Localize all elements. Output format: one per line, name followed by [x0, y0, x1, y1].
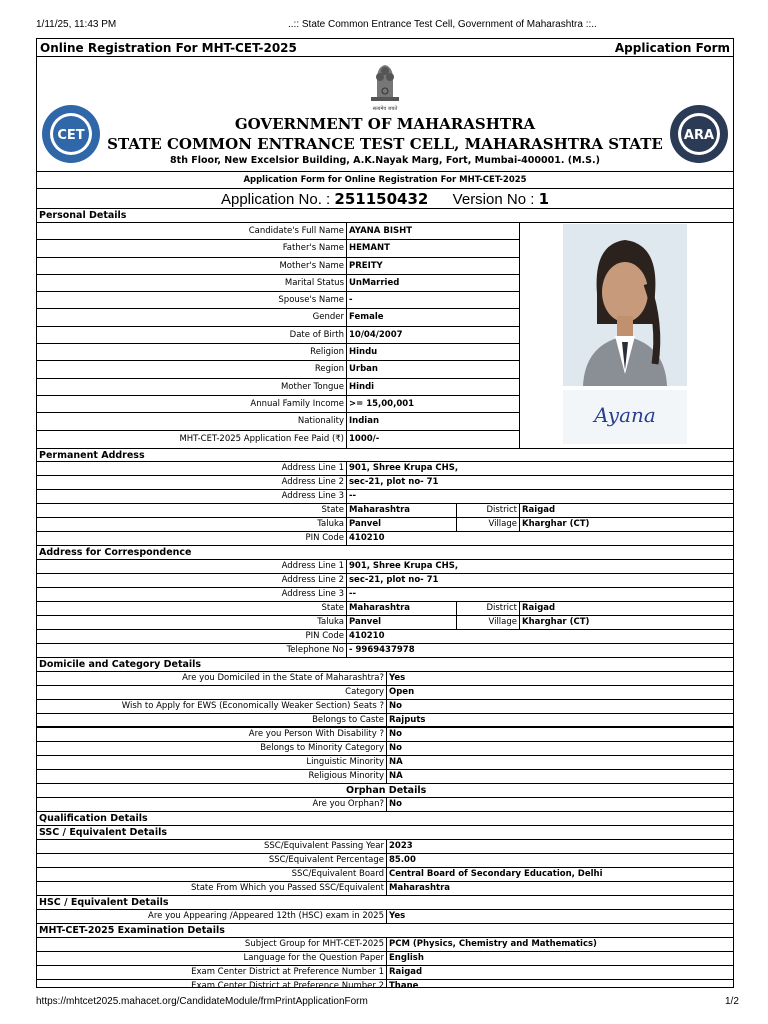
field-value: 1000/- — [347, 431, 520, 448]
personal-row — [37, 223, 520, 240]
correspondence-address-heading: Address for Correspondence — [37, 546, 733, 560]
field-value: Raigad — [522, 602, 556, 613]
emblem-motto: सत्यमेव जयते — [372, 106, 398, 112]
exam-details-heading: MHT-CET-2025 Examination Details — [37, 924, 733, 938]
corr-telephone-row — [37, 644, 733, 658]
online-registration-title: Online Registration For MHT-CET-2025 — [40, 40, 297, 55]
permanent-state-row — [37, 504, 733, 518]
field-label: Address Line 2 — [37, 574, 347, 587]
domicile-row — [37, 756, 733, 770]
field-label: Address Line 1 — [37, 560, 347, 573]
application-number-line — [37, 189, 733, 209]
field-label: SSC/Equivalent Board — [37, 868, 387, 881]
field-label: Are you Appearing /Appeared 12th (HSC) exam in 2025 — [37, 910, 387, 923]
personal-row — [37, 258, 520, 275]
field-value: PCM (Physics, Chemistry and Mathematics) — [389, 938, 597, 949]
print-page-indicator: 1/2 — [725, 996, 739, 1007]
field-label: PIN Code — [37, 630, 347, 643]
field-label: Are you Orphan? — [37, 798, 387, 811]
field-value: 2023 — [389, 840, 413, 851]
field-label: Marital Status — [37, 275, 347, 291]
hsc-row — [37, 910, 733, 924]
ssc-row — [37, 882, 733, 896]
field-value: PREITY — [347, 258, 520, 274]
field-value: - 9969437978 — [349, 644, 415, 655]
field-label: Address Line 2 — [37, 476, 347, 489]
field-label: Annual Family Income — [37, 396, 347, 412]
field-value: English — [389, 952, 424, 963]
personal-row — [37, 431, 520, 448]
field-value: Urban — [347, 361, 520, 377]
personal-row — [37, 275, 520, 292]
field-label: Date of Birth — [37, 327, 347, 343]
field-value: Rajputs — [389, 714, 426, 725]
ara-logo-text: ARA — [683, 128, 715, 143]
corr-state-row — [37, 602, 733, 616]
field-label: Village — [457, 518, 520, 531]
domicile-heading: Domicile and Category Details — [37, 658, 733, 672]
state-emblem-icon — [365, 61, 405, 113]
version-no-label: Version No : — [452, 191, 535, 208]
domicile-row — [37, 700, 733, 714]
field-label: Category — [37, 686, 387, 699]
field-label: SSC/Equivalent Percentage — [37, 854, 387, 867]
field-value: Maharashtra — [389, 882, 451, 893]
field-value: No — [389, 700, 402, 711]
field-label: Are you Domiciled in the State of Maharashtra? — [37, 672, 387, 685]
exam-row — [37, 966, 733, 980]
field-value: AYANA BISHT — [347, 223, 520, 239]
exam-row — [37, 938, 733, 952]
domicile-row — [37, 686, 733, 700]
field-value: No — [389, 742, 402, 753]
field-label: MHT-CET-2025 Application Fee Paid (₹) — [37, 431, 347, 448]
application-form-title: Application Form — [614, 40, 730, 55]
orphan-row — [37, 798, 733, 812]
hsc-heading: HSC / Equivalent Details — [37, 896, 733, 910]
field-value: Kharghar (CT) — [522, 616, 590, 627]
corr-pin-row — [37, 630, 733, 644]
field-value: Yes — [389, 672, 406, 683]
field-label: Exam Center District at Preference Number 1 — [37, 966, 387, 979]
field-value: 85.00 — [389, 854, 416, 865]
signature-text: Ayana — [594, 403, 656, 427]
field-label: Subject Group for MHT-CET-2025 — [37, 938, 387, 951]
field-label: Telephone No — [37, 644, 347, 657]
domicile-row — [37, 742, 733, 756]
permanent-taluka-row — [37, 518, 733, 532]
field-label: Mother's Name — [37, 258, 347, 274]
ssc-row — [37, 854, 733, 868]
field-value: -- — [349, 588, 357, 599]
print-url[interactable]: https://mhtcet2025.mahacet.org/CandidateModule/frmPrintApplicationForm — [36, 996, 368, 1007]
field-value: sec-21, plot no- 71 — [349, 574, 439, 585]
field-value: UnMarried — [347, 275, 520, 291]
print-page-title: ..:: State Common Entrance Test Cell, Government of Maharashtra ::.. — [288, 19, 597, 30]
ssc-heading: SSC / Equivalent Details — [37, 826, 733, 840]
personal-row — [37, 240, 520, 257]
permanent-line1-row — [37, 462, 733, 476]
cet-logo-text: CET — [57, 128, 85, 143]
field-label: Language for the Question Paper — [37, 952, 387, 965]
print-datetime: 1/11/25, 11:43 PM — [36, 19, 117, 30]
field-value: Female — [347, 309, 520, 325]
exam-row — [37, 980, 733, 988]
application-no-value: 251150432 — [334, 190, 429, 208]
field-value: Kharghar (CT) — [522, 518, 590, 529]
field-label: District — [457, 504, 520, 517]
personal-details-heading: Personal Details — [37, 209, 733, 223]
field-value: Maharashtra — [347, 602, 457, 615]
candidate-signature — [563, 390, 687, 444]
field-value: Panvel — [347, 616, 457, 629]
photo-area — [520, 223, 733, 448]
field-value: Open — [389, 686, 415, 697]
personal-row — [37, 327, 520, 344]
corr-taluka-row — [37, 616, 733, 630]
field-value: No — [389, 798, 402, 809]
field-label: Region — [37, 361, 347, 377]
qualification-heading: Qualification Details — [37, 812, 733, 826]
field-label: PIN Code — [37, 532, 347, 545]
field-label: Wish to Apply for EWS (Economically Weaker Section) Seats ? — [37, 700, 387, 713]
field-value: 10/04/2007 — [347, 327, 520, 343]
field-value: 410210 — [349, 532, 385, 543]
exam-row — [37, 952, 733, 966]
permanent-line2-row — [37, 476, 733, 490]
permanent-address-heading: Permanent Address — [37, 448, 733, 462]
field-label: Belongs to Caste — [37, 714, 387, 726]
field-label: Spouse's Name — [37, 292, 347, 308]
field-value: 901, Shree Krupa CHS, — [349, 462, 459, 473]
field-value: >= 15,00,001 — [347, 396, 520, 412]
version-no-value: 1 — [538, 190, 549, 208]
field-value: Panvel — [347, 518, 457, 531]
field-label: Linguistic Minority — [37, 756, 387, 769]
field-label: State — [37, 504, 347, 517]
corr-line1-row — [37, 560, 733, 574]
field-label: Address Line 3 — [37, 490, 347, 503]
corr-line3-row — [37, 588, 733, 602]
personal-row — [37, 379, 520, 396]
field-value: sec-21, plot no- 71 — [349, 476, 439, 487]
field-value: Yes — [389, 910, 406, 921]
permanent-line3-row — [37, 490, 733, 504]
field-value: HEMANT — [347, 240, 520, 256]
field-value: Raigad — [522, 504, 556, 515]
field-label: Taluka — [37, 518, 347, 531]
field-value: NA — [389, 770, 403, 781]
field-value: Raigad — [389, 966, 423, 977]
domicile-row — [37, 728, 733, 742]
field-label: Candidate's Full Name — [37, 223, 347, 239]
application-no-label: Application No. : — [220, 191, 331, 208]
field-label: District — [457, 602, 520, 615]
personal-row — [37, 396, 520, 413]
field-label: Religious Minority — [37, 770, 387, 783]
field-value: Indian — [347, 413, 520, 429]
field-label: State From Which you Passed SSC/Equivalent — [37, 882, 387, 895]
field-value: Thane — [389, 980, 419, 988]
field-value: -- — [349, 490, 357, 501]
field-value: NA — [389, 756, 403, 767]
field-label: SSC/Equivalent Passing Year — [37, 840, 387, 853]
field-label: Village — [457, 616, 520, 629]
field-value: No — [389, 728, 402, 739]
field-label: State — [37, 602, 347, 615]
personal-row — [37, 344, 520, 361]
permanent-pin-row — [37, 532, 733, 546]
form-subtitle: Application Form for Online Registration For MHT-CET-2025 — [37, 172, 733, 189]
personal-row — [37, 413, 520, 430]
field-value: Hindu — [347, 344, 520, 360]
application-form — [36, 38, 734, 988]
form-header — [37, 57, 733, 172]
field-value: Maharashtra — [347, 504, 457, 517]
domicile-row — [37, 714, 733, 728]
form-title-bar — [37, 39, 733, 57]
field-label: Address Line 1 — [37, 462, 347, 475]
personal-row — [37, 309, 520, 326]
personal-row — [37, 361, 520, 378]
field-label: Are you Person With Disability ? — [37, 728, 387, 741]
field-label: Belongs to Minority Category — [37, 742, 387, 755]
cet-cell-heading: STATE COMMON ENTRANCE TEST CELL, MAHARASHTRA STATE — [107, 135, 663, 153]
ssc-row — [37, 840, 733, 854]
government-heading: GOVERNMENT OF MAHARASHTRA — [234, 115, 536, 133]
field-value: Central Board of Secondary Education, Delhi — [389, 868, 603, 879]
personal-details — [37, 223, 733, 448]
field-label: Mother Tongue — [37, 379, 347, 395]
field-value: 901, Shree Krupa CHS, — [349, 560, 459, 571]
field-value: 410210 — [349, 630, 385, 641]
ssc-row — [37, 868, 733, 882]
candidate-photo — [563, 224, 687, 386]
field-label: Gender — [37, 309, 347, 325]
personal-row — [37, 292, 520, 309]
field-label: Taluka — [37, 616, 347, 629]
field-label: Nationality — [37, 413, 347, 429]
field-value: - — [347, 292, 520, 308]
corr-line2-row — [37, 574, 733, 588]
orphan-details-heading: Orphan Details — [37, 784, 733, 798]
field-label: Religion — [37, 344, 347, 360]
office-address: 8th Floor, New Excelsior Building, A.K.Nayak Marg, Fort, Mumbai-400001. (M.S.) — [170, 155, 600, 166]
domicile-row — [37, 672, 733, 686]
field-value: Hindi — [347, 379, 520, 395]
domicile-row — [37, 770, 733, 784]
field-label: Exam Center District at Preference Number 2 — [37, 980, 387, 988]
personal-rows — [37, 223, 520, 448]
field-label: Address Line 3 — [37, 588, 347, 601]
field-label: Father's Name — [37, 240, 347, 256]
